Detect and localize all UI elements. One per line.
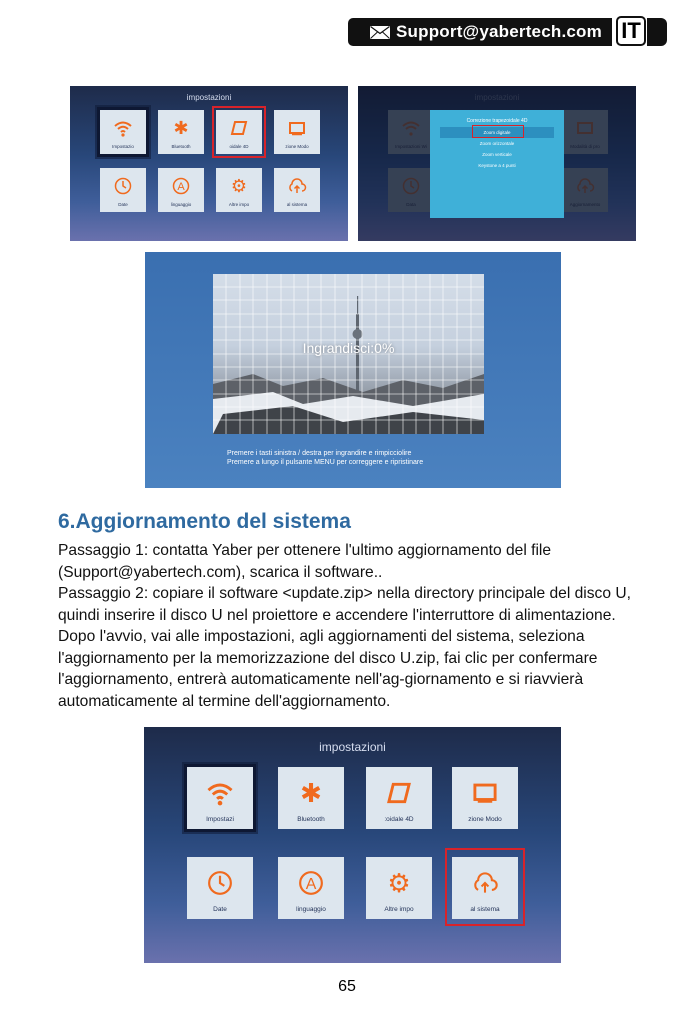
bluetooth-icon: ✱ <box>300 777 322 808</box>
keystone-popup-screenshot <box>358 86 636 241</box>
section-heading: 6.Aggiornamento del sistema <box>58 510 351 533</box>
option-4-point-keystone[interactable]: Keystone a 4 punti <box>478 163 516 168</box>
zoom-hint-1: Premere i tasti sinistra / destra per ingrandire e rimpicciolire <box>227 450 412 457</box>
step-1-text: Passaggio 1: contatta Yaber per ottenere l'ultimo aggiornamento del file (Support@yabertech.com), scarica il software.. <box>58 542 552 581</box>
tile-system-update: al sistema <box>452 857 518 919</box>
wifi-icon <box>205 777 235 809</box>
tile-language: A linguaggio <box>278 857 344 919</box>
support-banner <box>348 18 612 46</box>
svg-text:A: A <box>177 181 185 193</box>
tile-keystone: :oidale 4D <box>366 767 432 829</box>
highlight-box <box>212 106 266 158</box>
monitor-icon <box>288 116 306 140</box>
bluetooth-icon: ✱ <box>173 117 189 138</box>
zoom-hint-2: Premere a lungo il pulsante MENU per correggere e ripristinare <box>227 459 424 466</box>
tile-date: Date <box>187 857 253 919</box>
cloud-upload-icon <box>287 174 307 198</box>
clock-icon <box>207 867 233 899</box>
option-horizontal-zoom[interactable]: Zoom orizzontale <box>479 141 515 146</box>
zoom-percentage: Ingrandisci:0% <box>302 340 395 356</box>
tile-wifi: Impostazio <box>100 110 146 154</box>
tile-other-settings: ⚙ Altre impo <box>366 857 432 919</box>
monitor-icon <box>472 777 498 809</box>
screen-title: impostazioni <box>186 93 232 102</box>
popup-title: Correzione trapezoidale 4D <box>466 118 528 124</box>
highlight-box <box>445 848 525 926</box>
tile-system-update: al sistema <box>274 168 320 212</box>
keystone-icon <box>386 777 412 809</box>
page-number: 65 <box>338 978 356 995</box>
gear-icon: ⚙ <box>230 175 248 196</box>
svg-text:A: A <box>305 875 317 893</box>
tile-other-settings: ⚙ Altre impo <box>216 168 262 212</box>
tile-wifi: Impostazi <box>187 767 253 829</box>
language-icon <box>172 174 190 198</box>
step-2-text: Passaggio 2: copiare il software <update.zip> nella directory principale del disco U, quindi inserire il disco U nel proiettore e accendere l'interruttore di alimentazione. Dopo l'avvio, vai alle impostazioni, agli aggiornamenti del sistema, seleziona l'aggiornamento per la memorizzazione del disco U.zip, fai clic per confermare l'aggiornamento, entrerà automaticamente nell'ag-giornamento e si riavvierà automaticamente al termine dell'aggiornamento. <box>58 585 631 710</box>
support-email: Support@yabertech.com <box>396 22 602 41</box>
tile-bluetooth: ✱ Bluetooth <box>278 767 344 829</box>
language-tab <box>647 18 667 46</box>
settings-screenshot <box>70 86 348 241</box>
clock-icon <box>114 174 132 198</box>
system-update-screenshot <box>144 727 561 963</box>
option-vertical-zoom[interactable]: Zoom verticale <box>482 152 512 157</box>
tile-keystone: oidale 4D <box>216 110 262 154</box>
tile-language: A linguaggio <box>158 168 204 212</box>
option-digital-zoom[interactable]: Zoom digitale <box>440 127 554 138</box>
zoom-preview-photo <box>213 274 484 434</box>
tile-bluetooth: ✱ Bluetooth <box>158 110 204 154</box>
wifi-icon <box>113 116 133 140</box>
tile-mode: zione Modo <box>452 767 518 829</box>
tile-mode: zione Modo <box>274 110 320 154</box>
digital-zoom-screenshot <box>145 252 561 488</box>
language-icon <box>298 867 324 899</box>
highlight-box <box>472 125 524 138</box>
screen-title: impostazioni <box>319 740 386 754</box>
tile-date: Date <box>100 168 146 212</box>
gear-icon: ⚙ <box>387 867 411 898</box>
mail-icon <box>370 26 390 39</box>
language-badge: IT <box>616 16 646 46</box>
